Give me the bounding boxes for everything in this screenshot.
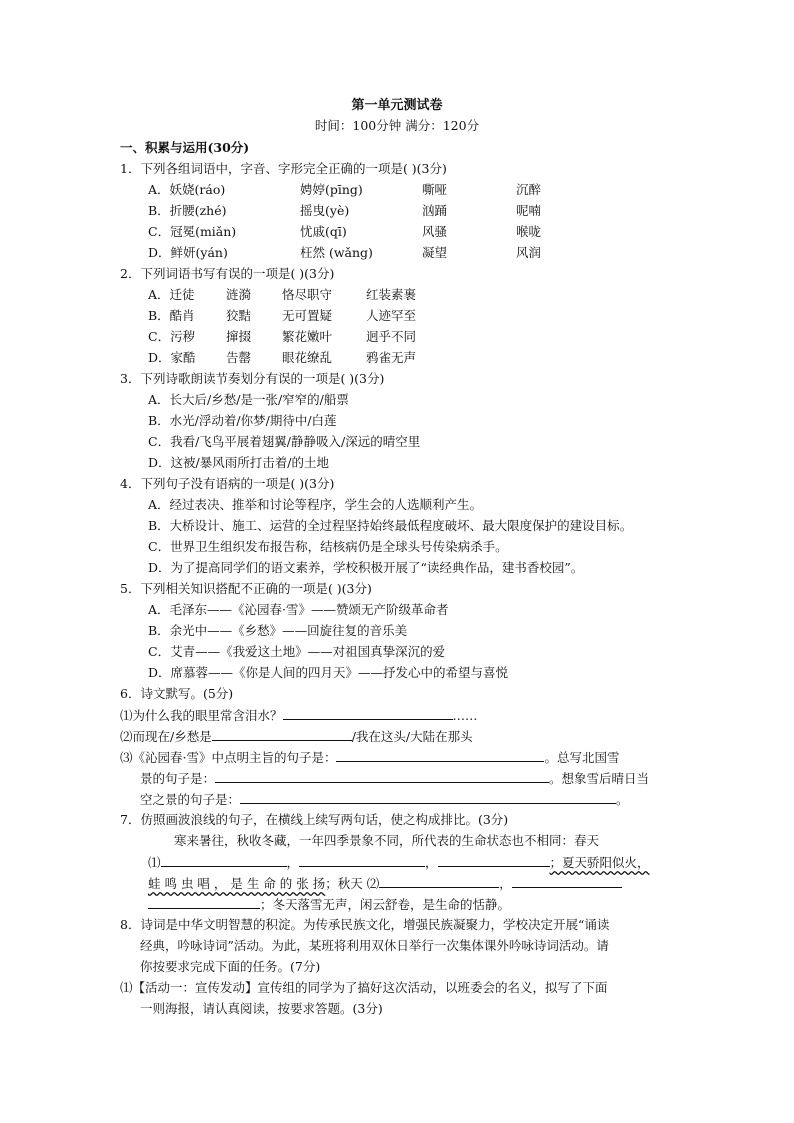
answer-blank[interactable] — [148, 896, 260, 909]
prompt-text: 。总写北国雪 — [544, 750, 620, 765]
option-cell: 涟漪 — [226, 287, 252, 302]
question-6-stem: 6．诗文默写。(5分) — [120, 686, 234, 701]
q7-line-2 — [148, 854, 650, 871]
option-cell: B．折腰(zhé) — [148, 203, 227, 218]
question-8-line-2: 经典，吟咏诗词”活动。为此，某班将利用双休日举行一次集体课外吟咏诗词活动。请 — [140, 938, 609, 953]
question-2-stem: 2．下列词语书写有误的一项是( )(3分) — [120, 266, 335, 281]
prompt-text: ⑴ — [148, 855, 161, 870]
option-c: C．世界卫生组织发布报告称，结核病仍是全球头号传染病杀手。 — [148, 539, 508, 554]
prompt-text: /我在这头/大陆在那头 — [351, 729, 473, 744]
option-cell: 迥乎不同 — [366, 329, 417, 344]
question-4-stem: 4．下列句子没有语病的一项是( )(3分) — [120, 476, 335, 491]
question-7-stem: 7．仿照画波浪线的句子，在横线上续写两句话，使之构成排比。(3分) — [120, 812, 509, 827]
option-cell: 凝望 — [422, 245, 448, 260]
option-cell: A．迁徒 — [148, 287, 195, 302]
prompt-text: 景的句子是： — [140, 771, 216, 786]
page-subtitle: 时间：100分钟 满分：120分 — [314, 118, 480, 133]
prompt-text: …… — [452, 708, 478, 723]
answer-blank[interactable] — [336, 749, 544, 762]
option-a: A．长大后/乡愁/是一张/窄窄的/船票 — [148, 392, 349, 407]
option-cell: 眼花缭乱 — [282, 350, 333, 365]
option-cell: 摇曳(yè) — [300, 203, 350, 218]
option-cell: A．妖娆(ráo) — [148, 182, 226, 197]
option-d: D．为了提高同学们的语文素养，学校积极开展了“读经典作品，建书香校园”。 — [148, 560, 584, 575]
prompt-text: 空之景的句子是： — [140, 792, 241, 807]
option-cell: D．鲜妍(yán) — [148, 245, 228, 260]
option-cell: 狡黠 — [226, 308, 252, 323]
option-d: D．席慕蓉——《你是人间的四月天》——抒发心中的希望与喜悦 — [148, 665, 509, 680]
question-8-line-1: 8．诗词是中华文明智慧的积淀。为传承民族文化，增强民族凝聚力，学校决定开展“诵读 — [120, 917, 610, 932]
fill-line-5 — [140, 791, 629, 808]
prompt-text: ， — [286, 855, 300, 870]
wavy-sentence: ；夏天骄阳似火， — [549, 855, 650, 870]
prompt-text: ， — [499, 876, 512, 891]
option-cell: 风润 — [516, 245, 542, 260]
question-5-stem: 5．下列相关知识搭配不正确的一项是( )(3分) — [120, 581, 372, 596]
fill-line-4 — [140, 770, 649, 787]
wavy-sentence: 蛙 鸣 虫 唱 ， 是 生 命 的 张 扬 — [148, 876, 326, 891]
option-cell: 告罄 — [226, 350, 252, 365]
prompt-text: ；冬天落雪无声，闲云舒卷，是生命的恬静。 — [260, 897, 511, 912]
prompt-text: 。想象雪后晴日当 — [549, 771, 650, 786]
option-cell: 恪尽职守 — [282, 287, 333, 302]
option-cell: 红装素裹 — [366, 287, 417, 302]
option-cell: 忧戚(qī) — [300, 224, 347, 239]
prompt-text: ；秋天 ⑵ — [325, 876, 380, 891]
answer-blank[interactable] — [438, 854, 550, 867]
prompt-text: ⑴为什么我的眼里常含泪水？ — [120, 708, 283, 723]
question-8-line-4: ⑴【活动一：宣传发动】宣传组的同学为了搞好这次活动，以班委会的名义，拟写了下面 — [120, 980, 608, 995]
answer-blank[interactable] — [215, 770, 549, 783]
question-1-stem: 1．下列各组词语中，字音、字形完全正确的一项是( )(3分) — [120, 161, 447, 176]
option-b: B．水光/浮动着/你梦/期待中/白莲 — [148, 413, 337, 428]
question-8-line-3: 你按要求完成下面的任务。(7分) — [140, 959, 321, 974]
q7-line-4 — [148, 896, 510, 913]
option-d: D．这被/暴风雨所打击着/的土地 — [148, 455, 329, 470]
page-title: 第一单元测试卷 — [351, 98, 443, 113]
fill-line-2 — [120, 728, 473, 745]
answer-blank[interactable] — [283, 707, 453, 720]
answer-blank[interactable] — [161, 854, 287, 867]
answer-blank[interactable] — [379, 875, 499, 888]
section-heading: 一、积累与运用(30分) — [120, 140, 250, 155]
option-cell: 娉婷(pīng) — [300, 182, 363, 197]
option-cell: 风骚 — [422, 224, 448, 239]
q7-line-3 — [148, 875, 622, 892]
fill-line-3 — [120, 749, 620, 766]
question-8-line-5: 一则海报，请认真阅读，按要求答题。(3分) — [140, 1001, 383, 1016]
option-a: A．经过表决、推举和讨论等程序，学生会的人选顺利产生。 — [148, 497, 483, 512]
question-3-stem: 3．下列诗歌朗读节奏划分有误的一项是( )(3分) — [120, 371, 385, 386]
option-c: C．艾青——《我爱这土地》——对祖国真挚深沉的爱 — [148, 644, 446, 659]
option-cell: 喉咙 — [516, 224, 542, 239]
option-cell: D．家酷 — [148, 350, 196, 365]
option-cell: 撺掇 — [226, 329, 252, 344]
answer-blank[interactable] — [299, 854, 425, 867]
prompt-text: ⑵而现在/乡愁是 — [120, 729, 212, 744]
option-cell: 鸦雀无声 — [366, 350, 417, 365]
option-cell: 枉然 (wǎng) — [300, 245, 373, 260]
option-c: C．我看/飞鸟平展着翅翼/静静吸入/深远的晴空里 — [148, 434, 421, 449]
answer-blank[interactable] — [512, 875, 622, 888]
fill-line-1 — [120, 707, 478, 724]
option-cell: 嘶哑 — [422, 182, 448, 197]
answer-blank[interactable] — [240, 791, 616, 804]
option-cell: C．冠冕(miǎn) — [148, 224, 237, 239]
prompt-text: ， — [425, 855, 438, 870]
option-cell: 人迹罕至 — [366, 308, 417, 323]
option-cell: 繁花嫩叶 — [282, 329, 333, 344]
option-cell: 汹踊 — [422, 203, 448, 218]
option-cell: 无可置疑 — [282, 308, 333, 323]
option-cell: C．污秽 — [148, 329, 196, 344]
option-cell: 沉醉 — [516, 182, 542, 197]
option-a: A．毛泽东——《沁园春·雪》——赞颂无产阶级革命者 — [148, 602, 449, 617]
prompt-text: 。 — [616, 792, 629, 807]
q7-line-1: 寒来暑往，秋收冬藏，一年四季景象不同，所代表的生命状态也不相同：春天 — [174, 833, 600, 848]
option-b: B．余光中——《乡愁》——回旋往复的音乐美 — [148, 623, 408, 638]
prompt-text: ⑶《沁园春·雪》中点明主旨的句子是： — [120, 750, 337, 765]
answer-blank[interactable] — [212, 728, 352, 741]
option-cell: B．酷肖 — [148, 308, 195, 323]
option-cell: 呢喃 — [516, 203, 542, 218]
option-b: B．大桥设计、施工、运营的全过程坚持始终最低程度破坏、最大限度保护的建设目标。 — [148, 518, 633, 533]
